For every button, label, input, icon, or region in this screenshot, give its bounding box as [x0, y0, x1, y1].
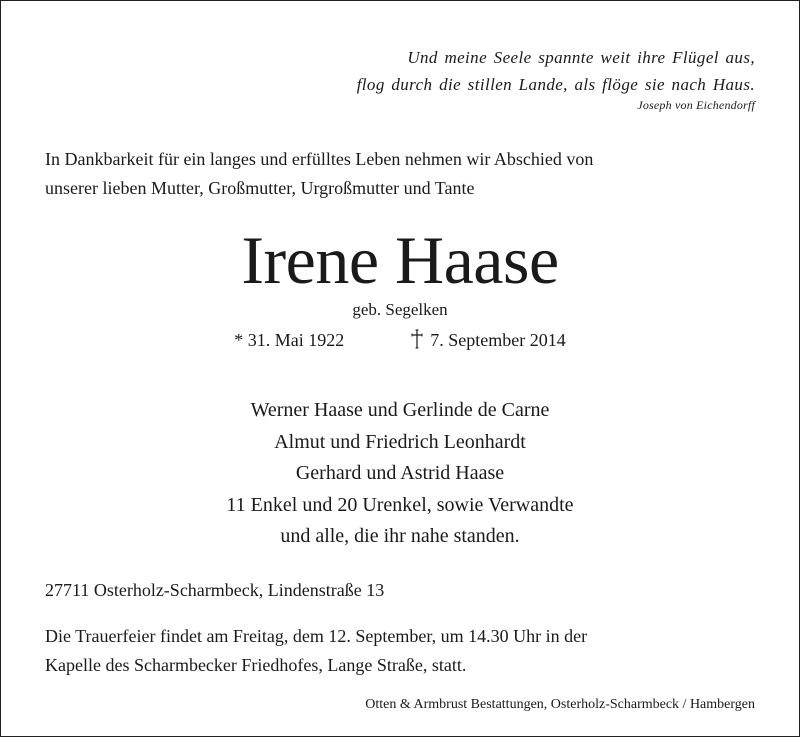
deceased-name: Irene Haase: [241, 222, 559, 298]
cross-icon: [410, 329, 424, 349]
funeral-notice: [45, 622, 755, 680]
poem-line-2: flog durch die stillen Lande, als flöge sie nach Haus.: [356, 75, 755, 94]
birth-date: * 31. Mai 1922: [234, 330, 345, 350]
funeral-line-1: Die Trauerfeier findet am Freitag, dem 12. September, um 14.30 Uhr in der: [45, 626, 588, 646]
mourner-line: Almut und Friedrich Leonhardt: [274, 430, 526, 453]
life-dates: [0, 329, 800, 351]
intro-line-1: In Dankbarkeit für ein langes und erfülltes Leben nehmen wir Abschied von: [45, 149, 594, 169]
poem-quote: [357, 44, 755, 98]
family-address: 27711 Osterholz-Scharmbeck, Lindenstraße 13: [45, 580, 385, 600]
death-date: 7. September 2014: [430, 330, 566, 350]
mourner-line: Werner Haase und Gerlinde de Carne: [250, 399, 550, 421]
funeral-line-2: Kapelle des Scharmbecker Friedhofes, Lange Straße, statt.: [45, 655, 467, 675]
undertaker-credit: Otten & Armbrust Bestattungen, Osterholz-Scharmbeck / Hambergen: [365, 697, 755, 712]
death-date-group: [410, 329, 565, 351]
mourner-line: Gerhard und Astrid Haase: [295, 462, 505, 484]
maiden-name: geb. Segelken: [352, 300, 448, 319]
mourner-line: 11 Enkel und 20 Urenkel, sowie Verwandte: [226, 493, 574, 516]
intro-text: [45, 145, 755, 203]
poem-author: Joseph von Eichendorff: [637, 98, 755, 112]
mourner-line: und alle, die ihr nahe standen.: [280, 525, 520, 547]
intro-line-2: unserer lieben Mutter, Großmutter, Urgroßmutter und Tante: [45, 178, 475, 198]
poem-line-1: Und meine Seele spannte weit ihre Flügel aus,: [407, 48, 755, 67]
mourners-list: [0, 395, 800, 553]
